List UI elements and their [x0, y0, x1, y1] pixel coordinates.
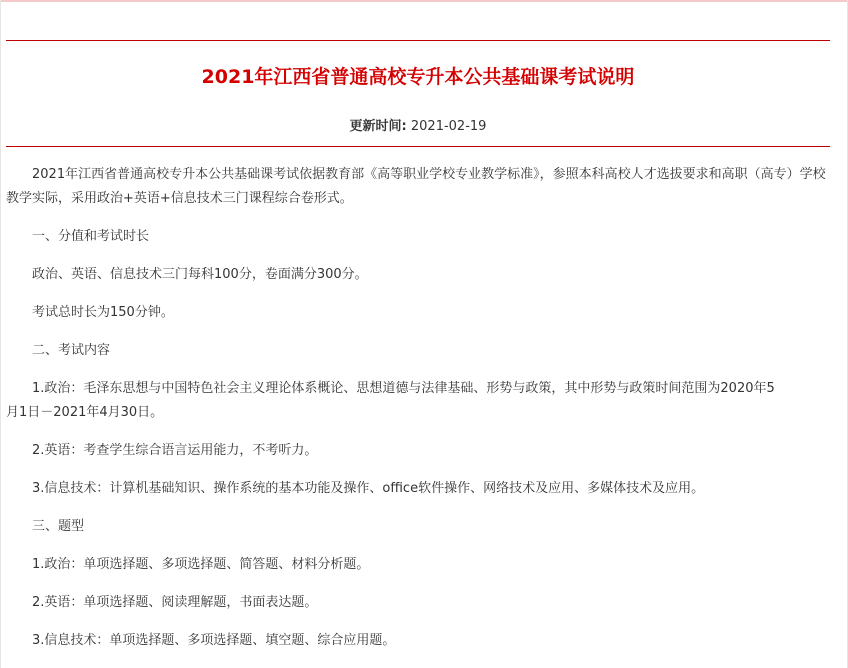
it-types-paragraph: 3.信息技术：单项选择题、多项选择题、填空题、综合应用题。: [32, 633, 396, 648]
article-title: 2021年江西省普通高校专升本公共基础课考试说明: [201, 66, 635, 88]
english-types-paragraph: 2.英语：单项选择题、阅读理解题，书面表达题。: [32, 595, 318, 610]
update-time-value: 2021-02-19: [410, 119, 487, 134]
top-border: [0, 0, 848, 2]
duration-paragraph: 考试总时长为150分钟。: [32, 305, 174, 320]
section-heading-scores: 一、分值和考试时长: [32, 229, 150, 244]
politics-content-line1: 1.政治：毛泽东思想与中国特色社会主义理论体系概论、思想道德与法律基础、形势与政策，其中形势与政策时间范围为2020年5: [32, 381, 775, 396]
it-content-paragraph: 3.信息技术：计算机基础知识、操作系统的基本功能及操作、office软件操作、网络技术及应用、多媒体技术及应用。: [32, 481, 705, 496]
update-time-label: 更新时间:: [349, 119, 407, 134]
article-body: [6, 163, 832, 653]
section-heading-content: 二、考试内容: [32, 343, 111, 358]
politics-content-line2: 月1日－2021年4月30日。: [6, 405, 164, 420]
scores-paragraph: 政治、英语、信息技术三门每科100分，卷面满分300分。: [32, 267, 368, 282]
content-divider: [6, 146, 830, 147]
update-time: [0, 118, 836, 136]
english-content-paragraph: 2.英语：考查学生综合语言运用能力，不考听力。: [32, 443, 318, 458]
intro-paragraph: 2021年江西省普通高校专升本公共基础课考试依据教育部《高等职业学校专业教学标准》，参照本科高校人才选拔要求和高职（高专）学校教学实际，采用政治+英语+信息技术三门课程综合卷形式。: [6, 167, 826, 206]
header-divider: [6, 40, 830, 41]
section-heading-types: 三、题型: [32, 519, 85, 534]
left-border: [0, 0, 1, 668]
politics-types-paragraph: 1.政治：单项选择题、多项选择题、简答题、材料分析题。: [32, 557, 370, 572]
